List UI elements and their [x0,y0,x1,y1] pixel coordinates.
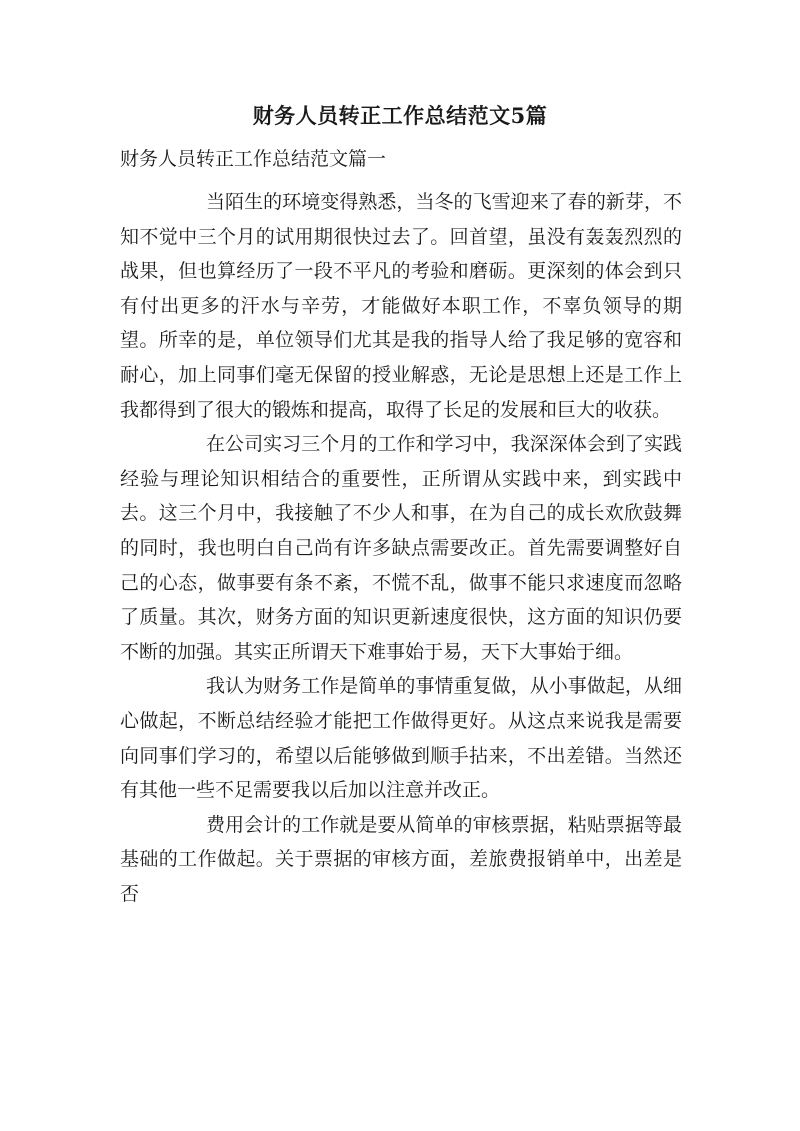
paragraph-4: 费用会计的工作就是要从简单的审核票据，粘贴票据等最基础的工作做起。关于票据的审核方面，差旅费报销单中，出差是否 [120,813,682,905]
paragraph-3: 我认为财务工作是简单的事情重复做，从小事做起，从细心做起，不断总结经验才能把工作做得更好。从这点来说我是需要向同事们学习的，希望以后能够做到顺手拈来，不出差错。当然还有其他一些不足需要我以后加以注意并改正。 [120,675,682,802]
paragraph-2: 在公司实习三个月的工作和学习中，我深深体会到了实践经验与理论知识相结合的重要性，正所谓从实践中来，到实践中去。这三个月中，我接触了不少人和事，在为自己的成长欢欣鼓舞的同时，我也明白自己尚有许多缺点需要改正。首先需要调整好自己的心态，做事要有条不紊，不慌不乱，做事不能只求速度而忽略了质量。其次，财务方面的知识更新速度很快，这方面的知识仍要不断的加强。其实正所谓天下难事始于易，天下大事始于细。 [120,433,682,663]
section-heading: 财务人员转正工作总结范文篇一 [120,148,387,170]
paragraph-1: 当陌生的环境变得熟悉，当冬的飞雪迎来了春的新芽，不知不觉中三个月的试用期很快过去了。回首望，虽没有轰轰烈烈的战果，但也算经历了一段不平凡的考验和磨砺。更深刻的体会到只有付出更多的汗水与辛劳，才能做好本职工作，不辜负领导的期望。所幸的是，单位领导们尤其是我的指导人给了我足够的宽容和耐心，加上同事们毫无保留的授业解惑，无论是思想上还是工作上我都得到了很大的锻炼和提高，取得了长足的发展和巨大的收获。 [120,191,682,421]
document-title: 财务人员转正工作总结范文5篇 [252,103,548,128]
body-text [120,185,682,911]
